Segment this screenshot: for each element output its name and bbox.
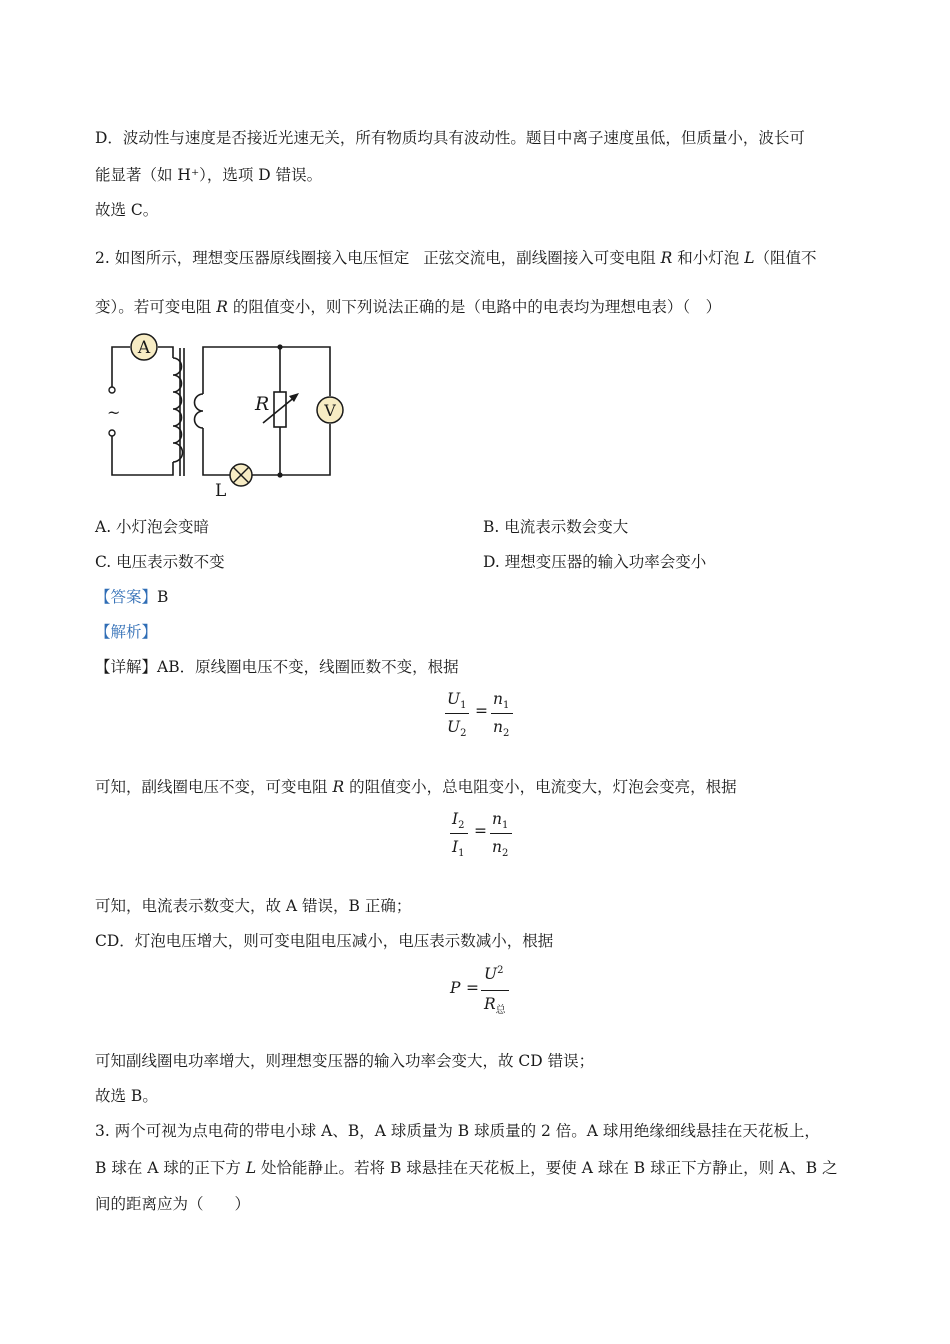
- q1-option-d-text-cont: 能显著（如 H⁺），选项 D 错误。: [95, 166, 323, 184]
- q1-option-d-text: D．波动性与速度是否接近光速无关，所有物质均具有波动性。题目中离子速度虽低，但质量小，波长可: [95, 129, 805, 147]
- q2-final-answer: 故选 B。: [95, 1087, 158, 1105]
- junction-bottom: [277, 472, 282, 477]
- q2-option-a: A. 小灯泡会变暗: [95, 518, 210, 536]
- formula-rden: $n_2$: [493, 718, 510, 739]
- secondary-wire-bottom-left: [203, 428, 231, 475]
- circuit-diagram: [95, 330, 345, 500]
- formula-eq: =: [466, 979, 479, 997]
- formula-voltage-ratio: [445, 690, 525, 740]
- ac-source-symbol: ~: [107, 403, 121, 422]
- primary-coil: [173, 358, 183, 462]
- formula-rnum: $n_1$: [492, 810, 509, 831]
- formula-num: $U^2$: [484, 965, 504, 983]
- q1-answer: 故选 C。: [95, 201, 159, 219]
- answer-tag: 【答案】: [95, 588, 158, 606]
- formula-num: $I_2$: [452, 810, 465, 831]
- var-r: R: [660, 249, 673, 267]
- var-r: R: [332, 778, 345, 796]
- primary-wire-top: [112, 347, 130, 387]
- detail-line-1: [95, 657, 459, 677]
- q2-option-b: B. 电流表示数会变大: [483, 518, 629, 536]
- q2-stem-part: 2. 如图所示，理想变压器原线圈接入电压恒定: [95, 249, 410, 267]
- var-l: L: [245, 1159, 257, 1177]
- q3-stem-line1: 3. 两个可视为点电荷的带电小球 A、B，A 球质量为 B 球质量的 2 倍。A 球用绝缘细线悬挂在天花板上，: [95, 1122, 820, 1140]
- formula-current-ratio: [450, 810, 530, 860]
- formula-power: [450, 965, 540, 1020]
- answer-value: B: [157, 588, 169, 606]
- primary-wire-bottom: [112, 435, 173, 475]
- q2-stem-part: 正弦交流电，副线圈接入可变电阻: [423, 249, 656, 267]
- detail-line-3: 可知，电流表示数变大，故 A 错误，B 正确；: [95, 897, 412, 915]
- formula-eq: =: [475, 702, 488, 720]
- q2-stem-line1: [95, 248, 817, 268]
- ac-terminal-top: [109, 387, 115, 393]
- formula-den: $R_总$: [484, 995, 506, 1016]
- q3-stem-line3: 间的距离应为（ ）: [95, 1195, 251, 1213]
- detail-text: AB．原线圈电压不变，线圈匝数不变，根据: [157, 658, 459, 676]
- formula-den: $I_1$: [452, 838, 465, 859]
- formula-rden: $n_2$: [492, 838, 509, 859]
- secondary-wire-bottom-right: [251, 424, 330, 475]
- ac-terminal-bottom: [109, 430, 115, 436]
- q2-stem-line2: [95, 297, 721, 317]
- resistor-label: R: [255, 393, 270, 415]
- q2-stem-part: （阻值不: [754, 249, 817, 267]
- q3-stem-line2: B 球在 A 球的正下方 L 处恰能静止。若将 B 球悬挂在天花板上，要使 A 球在 B 球正下方静止，则 A、B 之: [95, 1159, 838, 1177]
- formula-num: $U_1$: [447, 690, 467, 711]
- analysis-tag: 【解析】: [95, 623, 158, 641]
- q2-stem-part: 变）。若可变电阻: [95, 298, 212, 316]
- formula-lhs: P: [450, 979, 461, 997]
- q2-option-c: C. 电压表示数不变: [95, 553, 225, 571]
- voltmeter-label: V: [324, 401, 336, 420]
- ammeter-label: A: [137, 338, 151, 358]
- var-r: R: [216, 298, 228, 316]
- secondary-coil: [195, 394, 204, 428]
- q2-stem-part: 的阻值变小，则下列说法正确的是（电路中的电表均为理想电表）（ ）: [232, 298, 722, 316]
- lamp-label: L: [215, 481, 227, 500]
- primary-wire-top-right: [158, 347, 173, 358]
- formula-eq: =: [474, 822, 487, 840]
- formula-den: $U_2$: [447, 718, 467, 739]
- detail-line-2: 可知，副线圈电压不变，可变电阻 R 的阻值变小，总电阻变小，电流变大，灯泡会变亮，根据: [95, 778, 737, 796]
- detail-line-4: CD．灯泡电压增大，则可变电阻电压减小，电压表示数减小，根据: [95, 932, 554, 950]
- junction-top: [277, 344, 282, 349]
- q2-stem-part: 和小灯泡: [677, 249, 740, 267]
- var-l: L: [744, 249, 755, 267]
- q2-option-d: D. 理想变压器的输入功率会变小: [483, 553, 707, 571]
- detail-tag: 【详解】: [95, 658, 158, 676]
- secondary-wire-top: [203, 347, 330, 396]
- formula-rnum: $n_1$: [493, 690, 510, 711]
- detail-line-5: 可知副线圈电功率增大，则理想变压器的输入功率会变大，故 CD 错误；: [95, 1052, 595, 1070]
- q2-answer-line: [95, 587, 168, 607]
